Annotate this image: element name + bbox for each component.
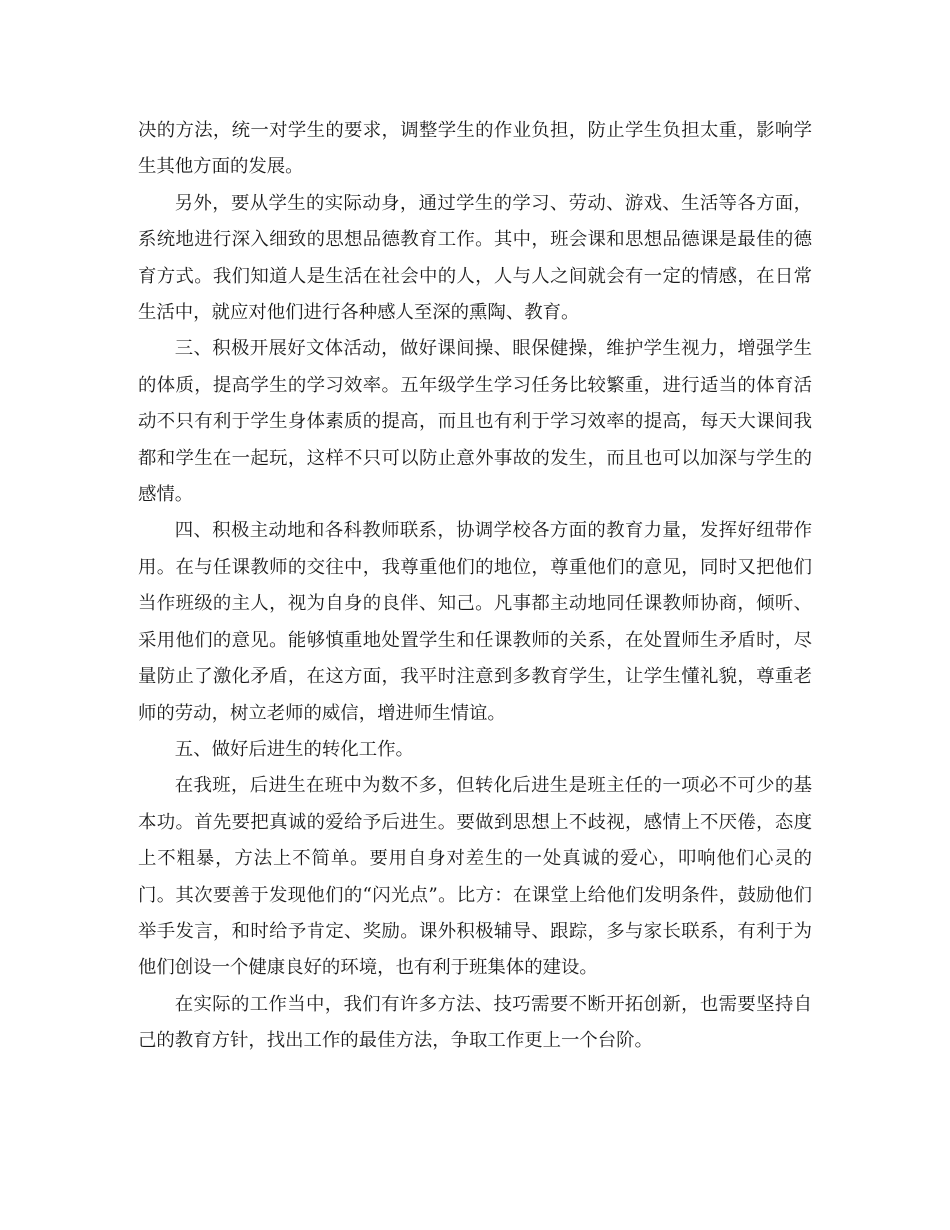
paragraph-activities: 三、积极开展好文体活动，做好课间操、眼保健操，维护学生视力，增强学生的体质，提高学生的学习效率。五年级学生学习任务比较繁重，进行适当的体育活动不只有利于学生身体素质的提高，而且也有利于学习效率的提高，每天大课间我都和学生在一起玩，这样不只可以防止意外事故的发生，而且也可以加深与学生的感情。 (138, 338, 812, 506)
paragraph-teacher-liaison: 四、积极主动地和各科教师联系，协调学校各方面的教育力量，发挥好纽带作用。在与任课教师的交往中，我尊重他们的地位，尊重他们的意见，同时又把他们当作班级的主人，视为自身的良伴、知己。凡事都主动地同任课教师协商，倾听、采用他们的意见。能够慎重地处置学生和任课教师的关系，在处置师生矛盾时，尽量防止了激化矛盾，在这方面，我平时注意到多教育学生，让学生懂礼貌，尊重老师的劳动，树立老师的威信，增进师生情谊。 (138, 520, 812, 724)
document-body (138, 113, 812, 1060)
paragraph-heading-five: 五、做好后进生的转化工作。 (174, 738, 414, 760)
paragraph-moral-education: 另外，要从学生的实际动身，通过学生的学习、劳动、游戏、生活等各方面，系统地进行深入细致的思想品德教育工作。其中，班会课和思想品德课是最佳的德育方式。我们知道人是生活在社会中的人，人与人之间就会有一定的情感，在日常生活中，就应对他们进行各种感人至深的熏陶、教育。 (138, 192, 812, 324)
paragraph-struggling-students: 在我班，后进生在班中为数不多，但转化后进生是班主任的一项必不可少的基本功。首先要把真诚的爱给予后进生。要做到思想上不歧视，感情上不厌倦，态度上不粗暴，方法上不简单。要用自身对差生的一处真诚的爱心，叩响他们心灵的门。其次要善于发现他们的“闪光点”。比方：在课堂上给他们发明条件，鼓励他们举手发言，和时给予肯定、奖励。课外积极辅导、跟踪，多与家长联系，有利于为他们创设一个健康良好的环境，也有利于班集体的建设。 (138, 775, 812, 979)
paragraph-conclusion: 在实际的工作当中，我们有许多方法、技巧需要不断开拓创新，也需要坚持自己的教育方针，找出工作的最佳方法，争取工作更上一个台阶。 (138, 993, 812, 1052)
paragraph-continuation: 决的方法，统一对学生的要求，调整学生的作业负担，防止学生负担太重，影响学生其他方面的发展。 (138, 120, 812, 178)
